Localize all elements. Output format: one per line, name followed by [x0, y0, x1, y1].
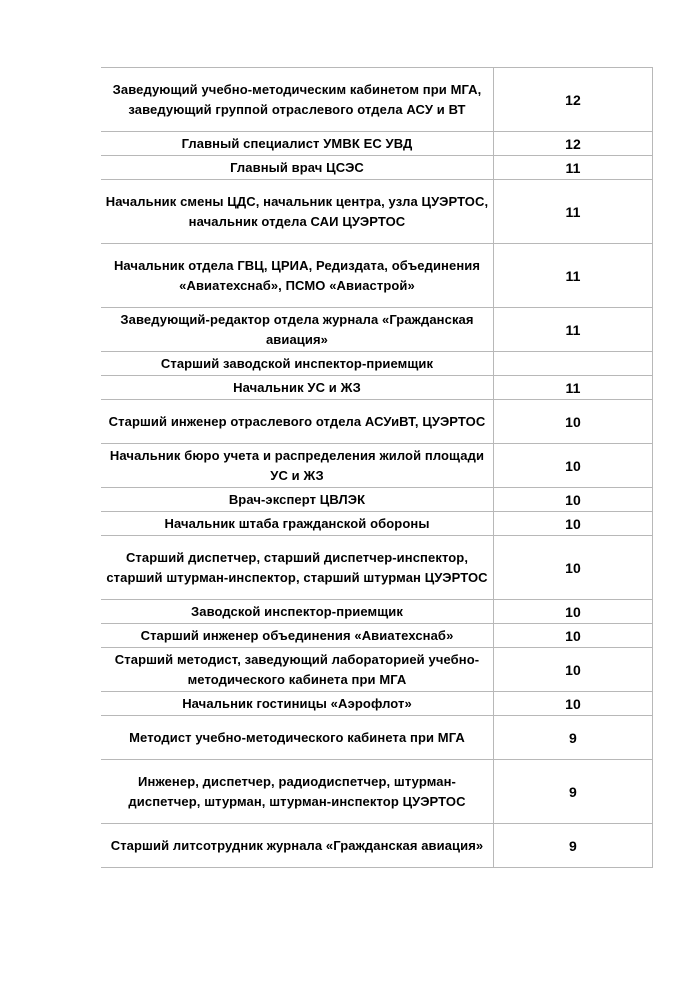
table-row [101, 352, 653, 376]
position-cell: Инженер, диспетчер, радиодиспетчер, штурман-диспетчер, штурман, штурман-инспектор ЦУЭРТОС [101, 760, 494, 824]
table-row [101, 716, 653, 760]
grade-cell: 10 [494, 648, 653, 692]
grade-cell: 10 [494, 444, 653, 488]
position-cell: Старший инженер объединения «Авиатехснаб» [101, 624, 494, 648]
table-row [101, 824, 653, 868]
position-cell: Начальник отдела ГВЦ, ЦРИА, Редиздата, объединения «Авиатехснаб», ПСМО «Авиастрой» [101, 244, 494, 308]
grade-cell: 9 [494, 760, 653, 824]
grade-cell: 10 [494, 512, 653, 536]
position-cell: Главный врач ЦСЭС [101, 156, 494, 180]
position-cell: Старший методист, заведующий лабораторией учебно-методического кабинета при МГА [101, 648, 494, 692]
grade-cell: 11 [494, 308, 653, 352]
table-row [101, 512, 653, 536]
position-cell: Начальник смены ЦДС, начальник центра, узла ЦУЭРТОС, начальник отдела САИ ЦУЭРТОС [101, 180, 494, 244]
grade-cell: 11 [494, 376, 653, 400]
table-body [101, 68, 653, 868]
table-row [101, 600, 653, 624]
position-cell: Врач-эксперт ЦВЛЭК [101, 488, 494, 512]
table-row [101, 156, 653, 180]
position-cell: Старший диспетчер, старший диспетчер-инспектор, старший штурман-инспектор, старший штурман ЦУЭРТОС [101, 536, 494, 600]
grade-cell: 12 [494, 132, 653, 156]
grade-cell: 9 [494, 716, 653, 760]
position-cell: Заведующий учебно-методическим кабинетом при МГА, заведующий группой отраслевого отдела АСУ и ВТ [101, 68, 494, 132]
position-cell: Старший заводской инспектор-приемщик [101, 352, 494, 376]
table-row [101, 308, 653, 352]
grade-cell: 11 [494, 244, 653, 308]
grade-cell: 10 [494, 536, 653, 600]
table-row [101, 400, 653, 444]
table-row [101, 536, 653, 600]
table-row [101, 444, 653, 488]
table-row [101, 68, 653, 132]
table-row [101, 624, 653, 648]
grade-cell: 9 [494, 824, 653, 868]
position-cell: Начальник штаба гражданской обороны [101, 512, 494, 536]
table-row [101, 648, 653, 692]
grade-cell: 10 [494, 600, 653, 624]
grade-cell: 10 [494, 624, 653, 648]
grade-cell: 10 [494, 400, 653, 444]
grade-cell: 12 [494, 68, 653, 132]
position-cell: Методист учебно-методического кабинета при МГА [101, 716, 494, 760]
table-row [101, 692, 653, 716]
position-cell: Главный специалист УМВК ЕС УВД [101, 132, 494, 156]
grade-cell: 11 [494, 180, 653, 244]
table-row [101, 376, 653, 400]
grade-cell: 10 [494, 488, 653, 512]
table-row [101, 132, 653, 156]
grade-cell: 10 [494, 692, 653, 716]
position-cell: Заводской инспектор-приемщик [101, 600, 494, 624]
grade-cell [494, 352, 653, 376]
positions-grades-table [101, 67, 653, 868]
grade-cell: 11 [494, 156, 653, 180]
table-row [101, 180, 653, 244]
position-cell: Заведующий-редактор отдела журнала «Гражданская авиация» [101, 308, 494, 352]
table-row [101, 244, 653, 308]
position-cell: Начальник гостиницы «Аэрофлот» [101, 692, 494, 716]
position-cell: Старший инженер отраслевого отдела АСУиВТ, ЦУЭРТОС [101, 400, 494, 444]
position-cell: Начальник бюро учета и распределения жилой площади УС и ЖЗ [101, 444, 494, 488]
position-cell: Старший литсотрудник журнала «Гражданская авиация» [101, 824, 494, 868]
position-cell: Начальник УС и ЖЗ [101, 376, 494, 400]
table-row [101, 760, 653, 824]
table-row [101, 488, 653, 512]
